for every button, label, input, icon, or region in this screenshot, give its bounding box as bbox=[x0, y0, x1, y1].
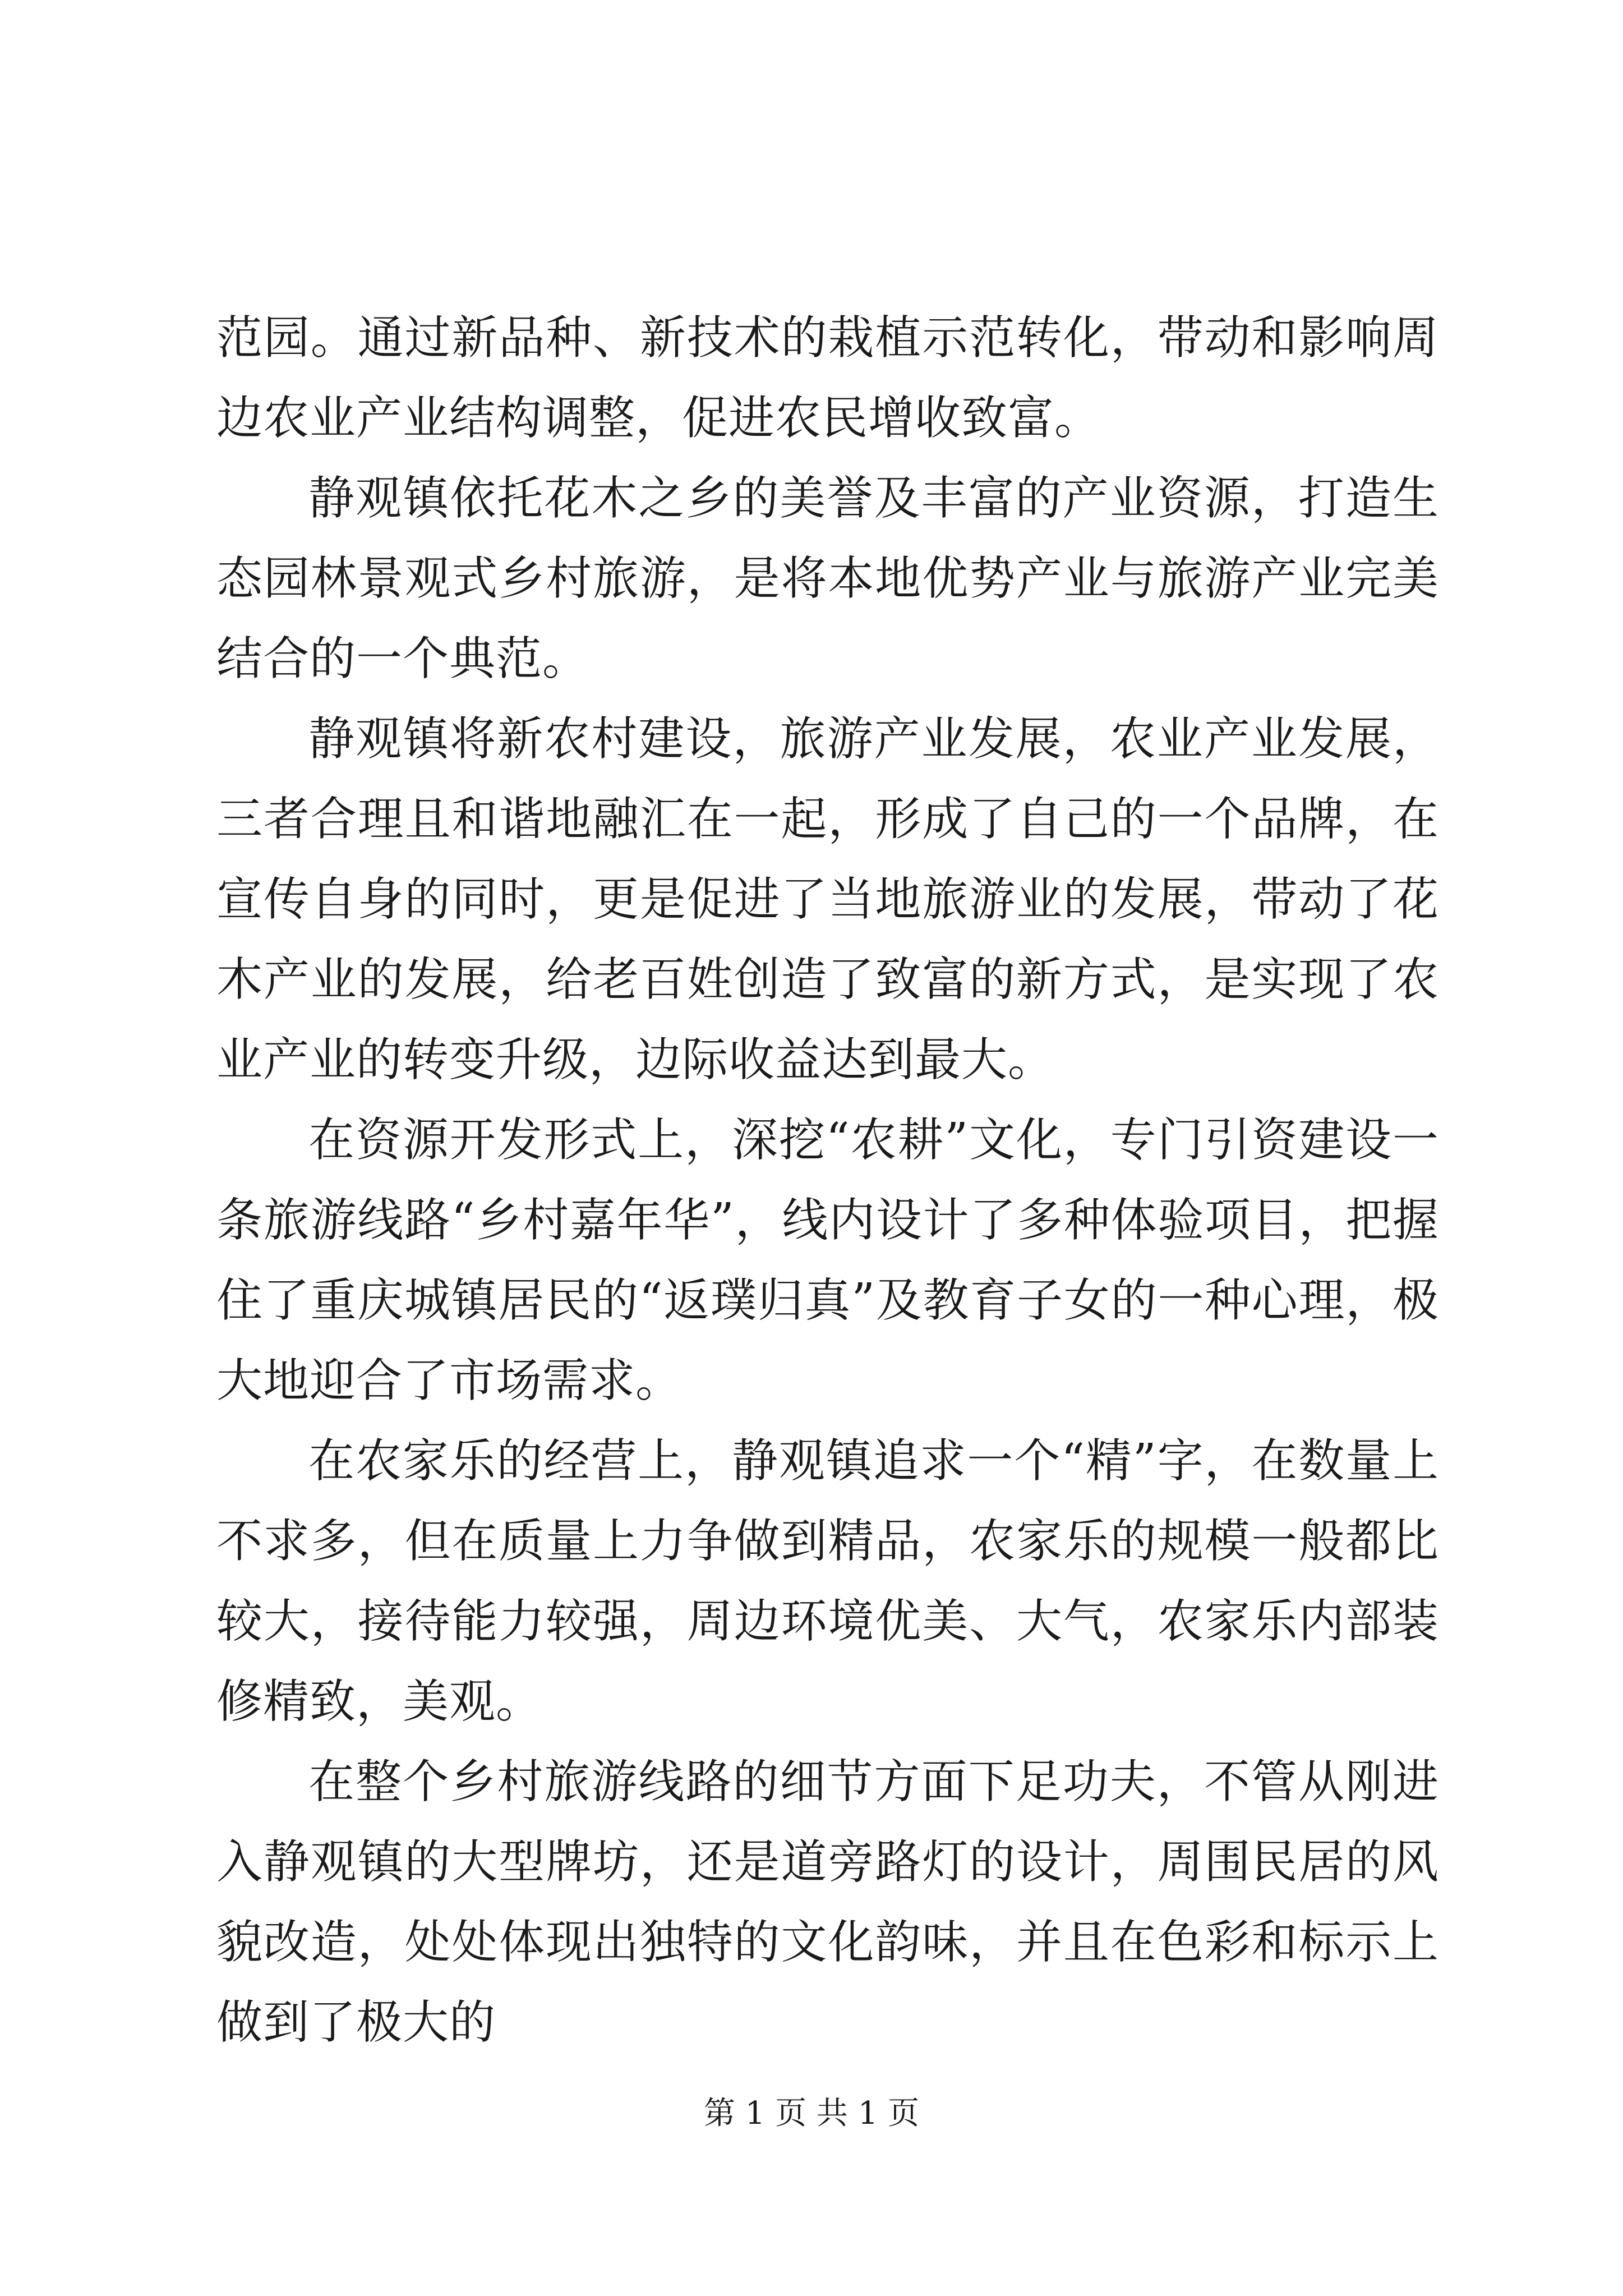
page-footer bbox=[0, 2091, 1623, 2136]
paragraph-6: 在整个乡村旅游线路的细节方面下足功夫，不管从刚进入静观镇的大型牌坊，还是道旁路灯的设计，周围民居的风貌改造，处处体现出独特的文化韵味，并且在色彩和标示上做到了极大的 bbox=[216, 1755, 1439, 2049]
document-body bbox=[216, 298, 1439, 2063]
paragraph-2: 静观镇依托花木之乡的美誉及丰富的产业资源，打造生态园林景观式乡村旅游，是将本地优势产业与旅游产业完美结合的一个典范。 bbox=[216, 472, 1439, 685]
paragraph-5: 在农家乐的经营上，静观镇追求一个“精”字，在数量上不求多，但在质量上力争做到精品，农家乐的规模一般都比较大，接待能力较强，周边环境优美、大气，农家乐内部装修精致，美观。 bbox=[216, 1434, 1439, 1728]
paragraph-4: 在资源开发形式上，深挖“农耕”文化，专门引资建设一条旅游线路“乡村嘉年华”，线内设计了多种体验项目，把握住了重庆城镇居民的“返璞归真”及教育子女的一种心理，极大地迎合了市场需求。 bbox=[216, 1114, 1439, 1407]
paragraph-1: 范园。通过新品种、新技术的栽植示范转化，带动和影响周边农业产业结构调整，促进农民增收致富。 bbox=[216, 311, 1439, 445]
page-number-label: 第 1 页 共 1 页 bbox=[703, 2095, 920, 2132]
paragraph-3: 静观镇将新农村建设，旅游产业发展，农业产业发展，三者合理且和谐地融汇在一起，形成了自己的一个品牌，在宣传自身的同时，更是促进了当地旅游业的发展，带动了花木产业的发展，给老百姓创造了致富的新方式，是实现了农业产业的转变升级，边际收益达到最大。 bbox=[216, 712, 1439, 1087]
